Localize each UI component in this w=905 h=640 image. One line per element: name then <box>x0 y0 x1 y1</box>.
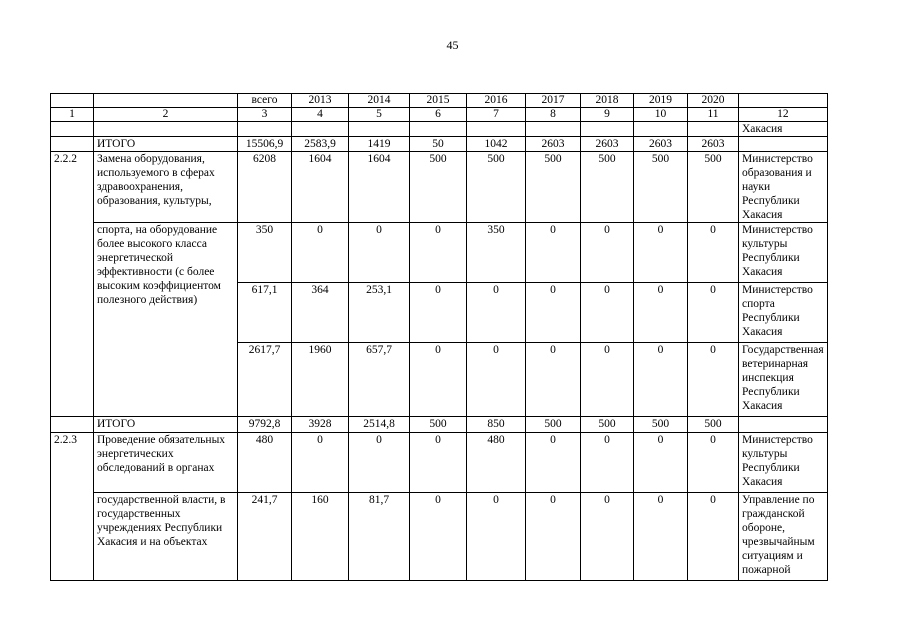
value-cell: 0 <box>467 493 526 581</box>
value-cell: 0 <box>634 223 688 283</box>
value-cell: 3928 <box>292 417 349 433</box>
value-cell: 0 <box>634 433 688 493</box>
value-cell: 0 <box>349 223 410 283</box>
budget-table <box>50 93 828 581</box>
value-cell: 350 <box>238 223 292 283</box>
value-cell: 1419 <box>349 137 410 152</box>
carry-over-row <box>51 122 828 137</box>
value-cell: 0 <box>410 433 467 493</box>
value-cell: 0 <box>410 343 467 417</box>
value-cell: 657,7 <box>349 343 410 417</box>
table-row <box>51 493 828 581</box>
value-cell: 2514,8 <box>349 417 410 433</box>
total-label: ИТОГО <box>94 417 238 433</box>
total-row <box>51 137 828 152</box>
value-cell: 0 <box>688 343 739 417</box>
value-cell: 0 <box>467 283 526 343</box>
value-cell: 2603 <box>581 137 634 152</box>
value-cell: 0 <box>688 493 739 581</box>
header-year: 2020 <box>688 94 739 108</box>
executor-cell: Министерство образования и науки Республики Хакасия <box>739 152 828 223</box>
value-cell: 480 <box>238 433 292 493</box>
value-cell: 0 <box>581 343 634 417</box>
value-cell: 500 <box>526 417 581 433</box>
value-cell: 253,1 <box>349 283 410 343</box>
item-name: Проведение обязательных энергетических обследований в органах <box>94 433 238 493</box>
column-index: 3 <box>238 108 292 122</box>
value-cell: 0 <box>349 433 410 493</box>
blank-cell <box>94 94 238 108</box>
item-name: государственной власти, в государственных учреждениях Республики Хакасия и на объектах <box>94 493 238 581</box>
blank-cell <box>51 94 94 108</box>
executor-cell: Министерство культуры Республики Хакасия <box>739 433 828 493</box>
value-cell: 241,7 <box>238 493 292 581</box>
column-index: 7 <box>467 108 526 122</box>
value-cell: 1604 <box>292 152 349 223</box>
value-cell: 2603 <box>634 137 688 152</box>
value-cell: 2583,9 <box>292 137 349 152</box>
header-total: всего <box>238 94 292 108</box>
value-cell: 500 <box>581 417 634 433</box>
value-cell: 1960 <box>292 343 349 417</box>
value-cell: 0 <box>526 223 581 283</box>
value-cell: 364 <box>292 283 349 343</box>
value-cell: 500 <box>526 152 581 223</box>
item-name: Замена оборудования, используемого в сферах здравоохранения, образования, культуры, <box>94 152 238 223</box>
column-index: 2 <box>94 108 238 122</box>
value-cell: 0 <box>634 283 688 343</box>
value-cell: 0 <box>581 223 634 283</box>
value-cell: 9792,8 <box>238 417 292 433</box>
blank-cell <box>739 94 828 108</box>
value-cell: 1604 <box>349 152 410 223</box>
page-number: 45 <box>446 38 459 52</box>
table-row <box>51 433 828 493</box>
value-cell: 2603 <box>526 137 581 152</box>
item-number: 2.2.2 <box>51 152 94 417</box>
column-index: 10 <box>634 108 688 122</box>
value-cell: 0 <box>634 343 688 417</box>
item-number: 2.2.3 <box>51 433 94 581</box>
header-year: 2016 <box>467 94 526 108</box>
header-year: 2018 <box>581 94 634 108</box>
table-row <box>51 152 828 223</box>
column-index: 9 <box>581 108 634 122</box>
header-index-row <box>51 108 828 122</box>
value-cell: 617,1 <box>238 283 292 343</box>
value-cell: 500 <box>467 152 526 223</box>
header-year: 2017 <box>526 94 581 108</box>
value-cell: 0 <box>581 283 634 343</box>
value-cell: 850 <box>467 417 526 433</box>
value-cell: 0 <box>526 283 581 343</box>
value-cell: 160 <box>292 493 349 581</box>
value-cell: 50 <box>410 137 467 152</box>
value-cell: 500 <box>688 152 739 223</box>
value-cell: 0 <box>526 433 581 493</box>
value-cell: 0 <box>292 223 349 283</box>
item-name: спорта, на оборудование более высокого класса энергетической эффективности (с более высоким коэффициентом полезного действия) <box>94 223 238 417</box>
column-index: 12 <box>739 108 828 122</box>
value-cell: 81,7 <box>349 493 410 581</box>
value-cell: 1042 <box>467 137 526 152</box>
value-cell: 0 <box>634 493 688 581</box>
value-cell: 500 <box>634 417 688 433</box>
executor-cell: Управление по гражданской обороне, чрезвычайным ситуациям и пожарной <box>739 493 828 581</box>
header-year: 2013 <box>292 94 349 108</box>
table-row <box>51 223 828 283</box>
value-cell: 0 <box>467 343 526 417</box>
value-cell: 0 <box>581 433 634 493</box>
column-index: 8 <box>526 108 581 122</box>
value-cell: 0 <box>526 343 581 417</box>
value-cell: 0 <box>581 493 634 581</box>
value-cell: 500 <box>410 152 467 223</box>
value-cell: 350 <box>467 223 526 283</box>
value-cell: 0 <box>688 283 739 343</box>
header-year: 2014 <box>349 94 410 108</box>
header-year: 2019 <box>634 94 688 108</box>
value-cell: 15506,9 <box>238 137 292 152</box>
column-index: 1 <box>51 108 94 122</box>
header-year: 2015 <box>410 94 467 108</box>
executor-cell: Министерство культуры Республики Хакасия <box>739 223 828 283</box>
column-index: 11 <box>688 108 739 122</box>
value-cell: 6208 <box>238 152 292 223</box>
value-cell: 500 <box>634 152 688 223</box>
executor-cell: Государственная ветеринарная инспекция Республики Хакасия <box>739 343 828 417</box>
value-cell: 500 <box>410 417 467 433</box>
column-index: 6 <box>410 108 467 122</box>
value-cell: 2617,7 <box>238 343 292 417</box>
value-cell: 0 <box>688 433 739 493</box>
header-years-row <box>51 94 828 108</box>
value-cell: 0 <box>292 433 349 493</box>
column-index: 4 <box>292 108 349 122</box>
column-index: 5 <box>349 108 410 122</box>
value-cell: 0 <box>410 283 467 343</box>
value-cell: 500 <box>688 417 739 433</box>
executor-cell: Министерство спорта Республики Хакасия <box>739 283 828 343</box>
value-cell: 0 <box>410 493 467 581</box>
total-label: ИТОГО <box>94 137 238 152</box>
total-row <box>51 417 828 433</box>
value-cell: 0 <box>410 223 467 283</box>
value-cell: 0 <box>526 493 581 581</box>
value-cell: 500 <box>581 152 634 223</box>
value-cell: 480 <box>467 433 526 493</box>
executor-cell: Хакасия <box>739 122 828 137</box>
value-cell: 2603 <box>688 137 739 152</box>
value-cell: 0 <box>688 223 739 283</box>
